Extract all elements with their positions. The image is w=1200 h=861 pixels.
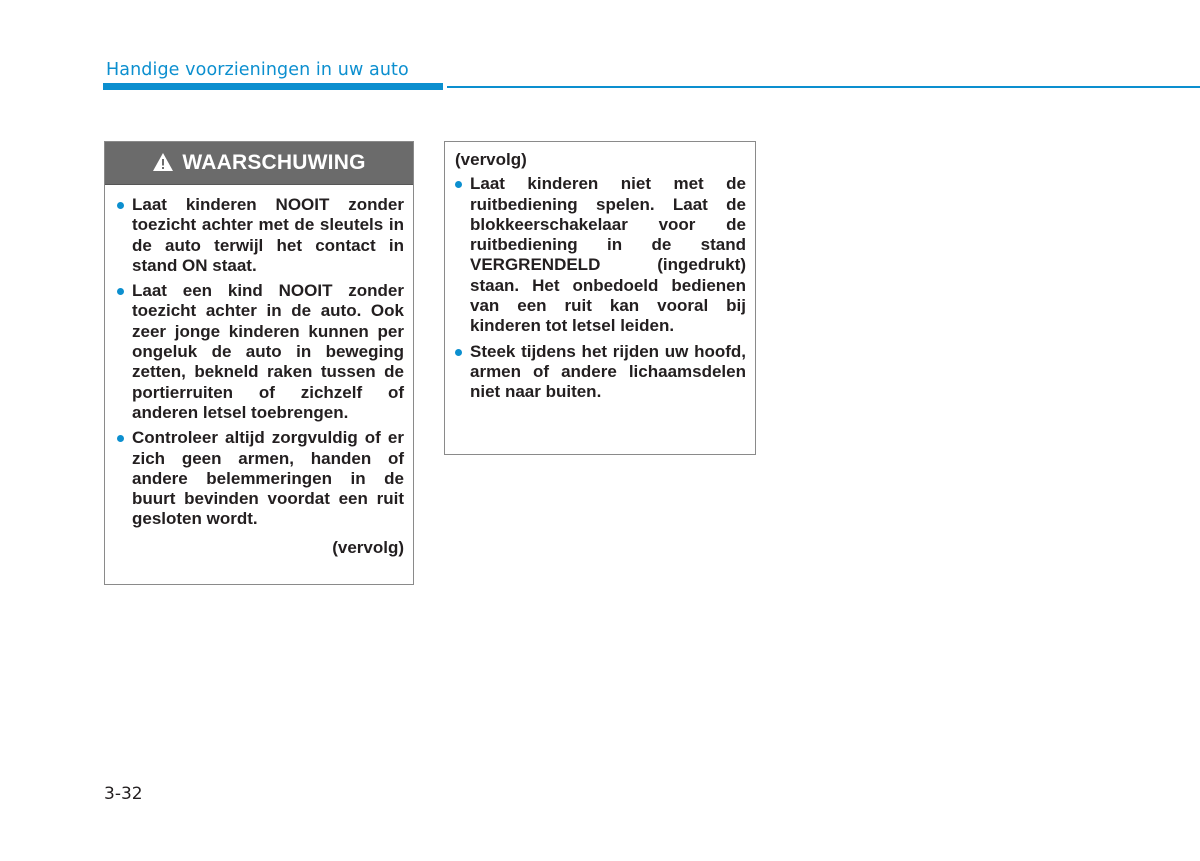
list-item	[117, 281, 404, 423]
warning-triangle-icon	[152, 152, 174, 172]
list-item	[455, 174, 746, 336]
list-item	[117, 195, 404, 276]
continuation-label: (vervolg)	[455, 150, 527, 169]
list-item	[455, 342, 746, 403]
warning-box	[104, 141, 414, 585]
continued-label: (vervolg)	[332, 537, 404, 557]
warning-header	[105, 142, 413, 185]
warning-body	[105, 185, 413, 558]
list-item-text: Laat kinderen NOOIT zonder toezicht achter met de sleutels in de auto terwijl het contact in stand ON staat.	[132, 195, 404, 275]
continuation-box	[444, 141, 756, 455]
section-title: Handige voorzieningen in uw auto	[106, 60, 409, 80]
list-item-text: Laat een kind NOOIT zonder toezicht achter in de auto. Ook zeer jonge kinderen kunnen per ongeluk de auto in beweging zetten, bekneld raken tussen de portierruiten of zichzelf of anderen letsel toebrengen.	[132, 281, 404, 422]
list-item-text: Laat kinderen niet met de ruitbediening spelen. Laat de blokkeerschakelaar voor de ruitbediening in de stand VERGRENDELD (ingedrukt) staan. Het onbedoeld bedienen van een ruit kan vooral bij kinderen tot letsel leiden.	[470, 174, 746, 336]
header-rule-thick	[103, 83, 443, 90]
warning-title: WAARSCHUWING	[182, 151, 366, 174]
continuation-body	[445, 142, 755, 403]
list-item-text: Steek tijdens het rijden uw hoofd, armen of andere lichaamsdelen niet naar buiten.	[470, 341, 746, 402]
list-item-text: Controleer altijd zorgvuldig of er zich geen armen, handen of andere belemmeringen in de buurt bevinden voordat een ruit gesloten wordt.	[132, 428, 404, 529]
continuation-list	[455, 174, 746, 402]
bullet-icon	[455, 181, 462, 188]
bullet-icon	[455, 349, 462, 356]
header-rule-thin	[447, 86, 1200, 88]
bullet-icon	[117, 435, 124, 442]
page-number: 3-32	[104, 784, 143, 804]
bullet-icon	[117, 202, 124, 209]
warning-list	[117, 195, 404, 530]
list-item	[117, 428, 404, 529]
bullet-icon	[117, 288, 124, 295]
